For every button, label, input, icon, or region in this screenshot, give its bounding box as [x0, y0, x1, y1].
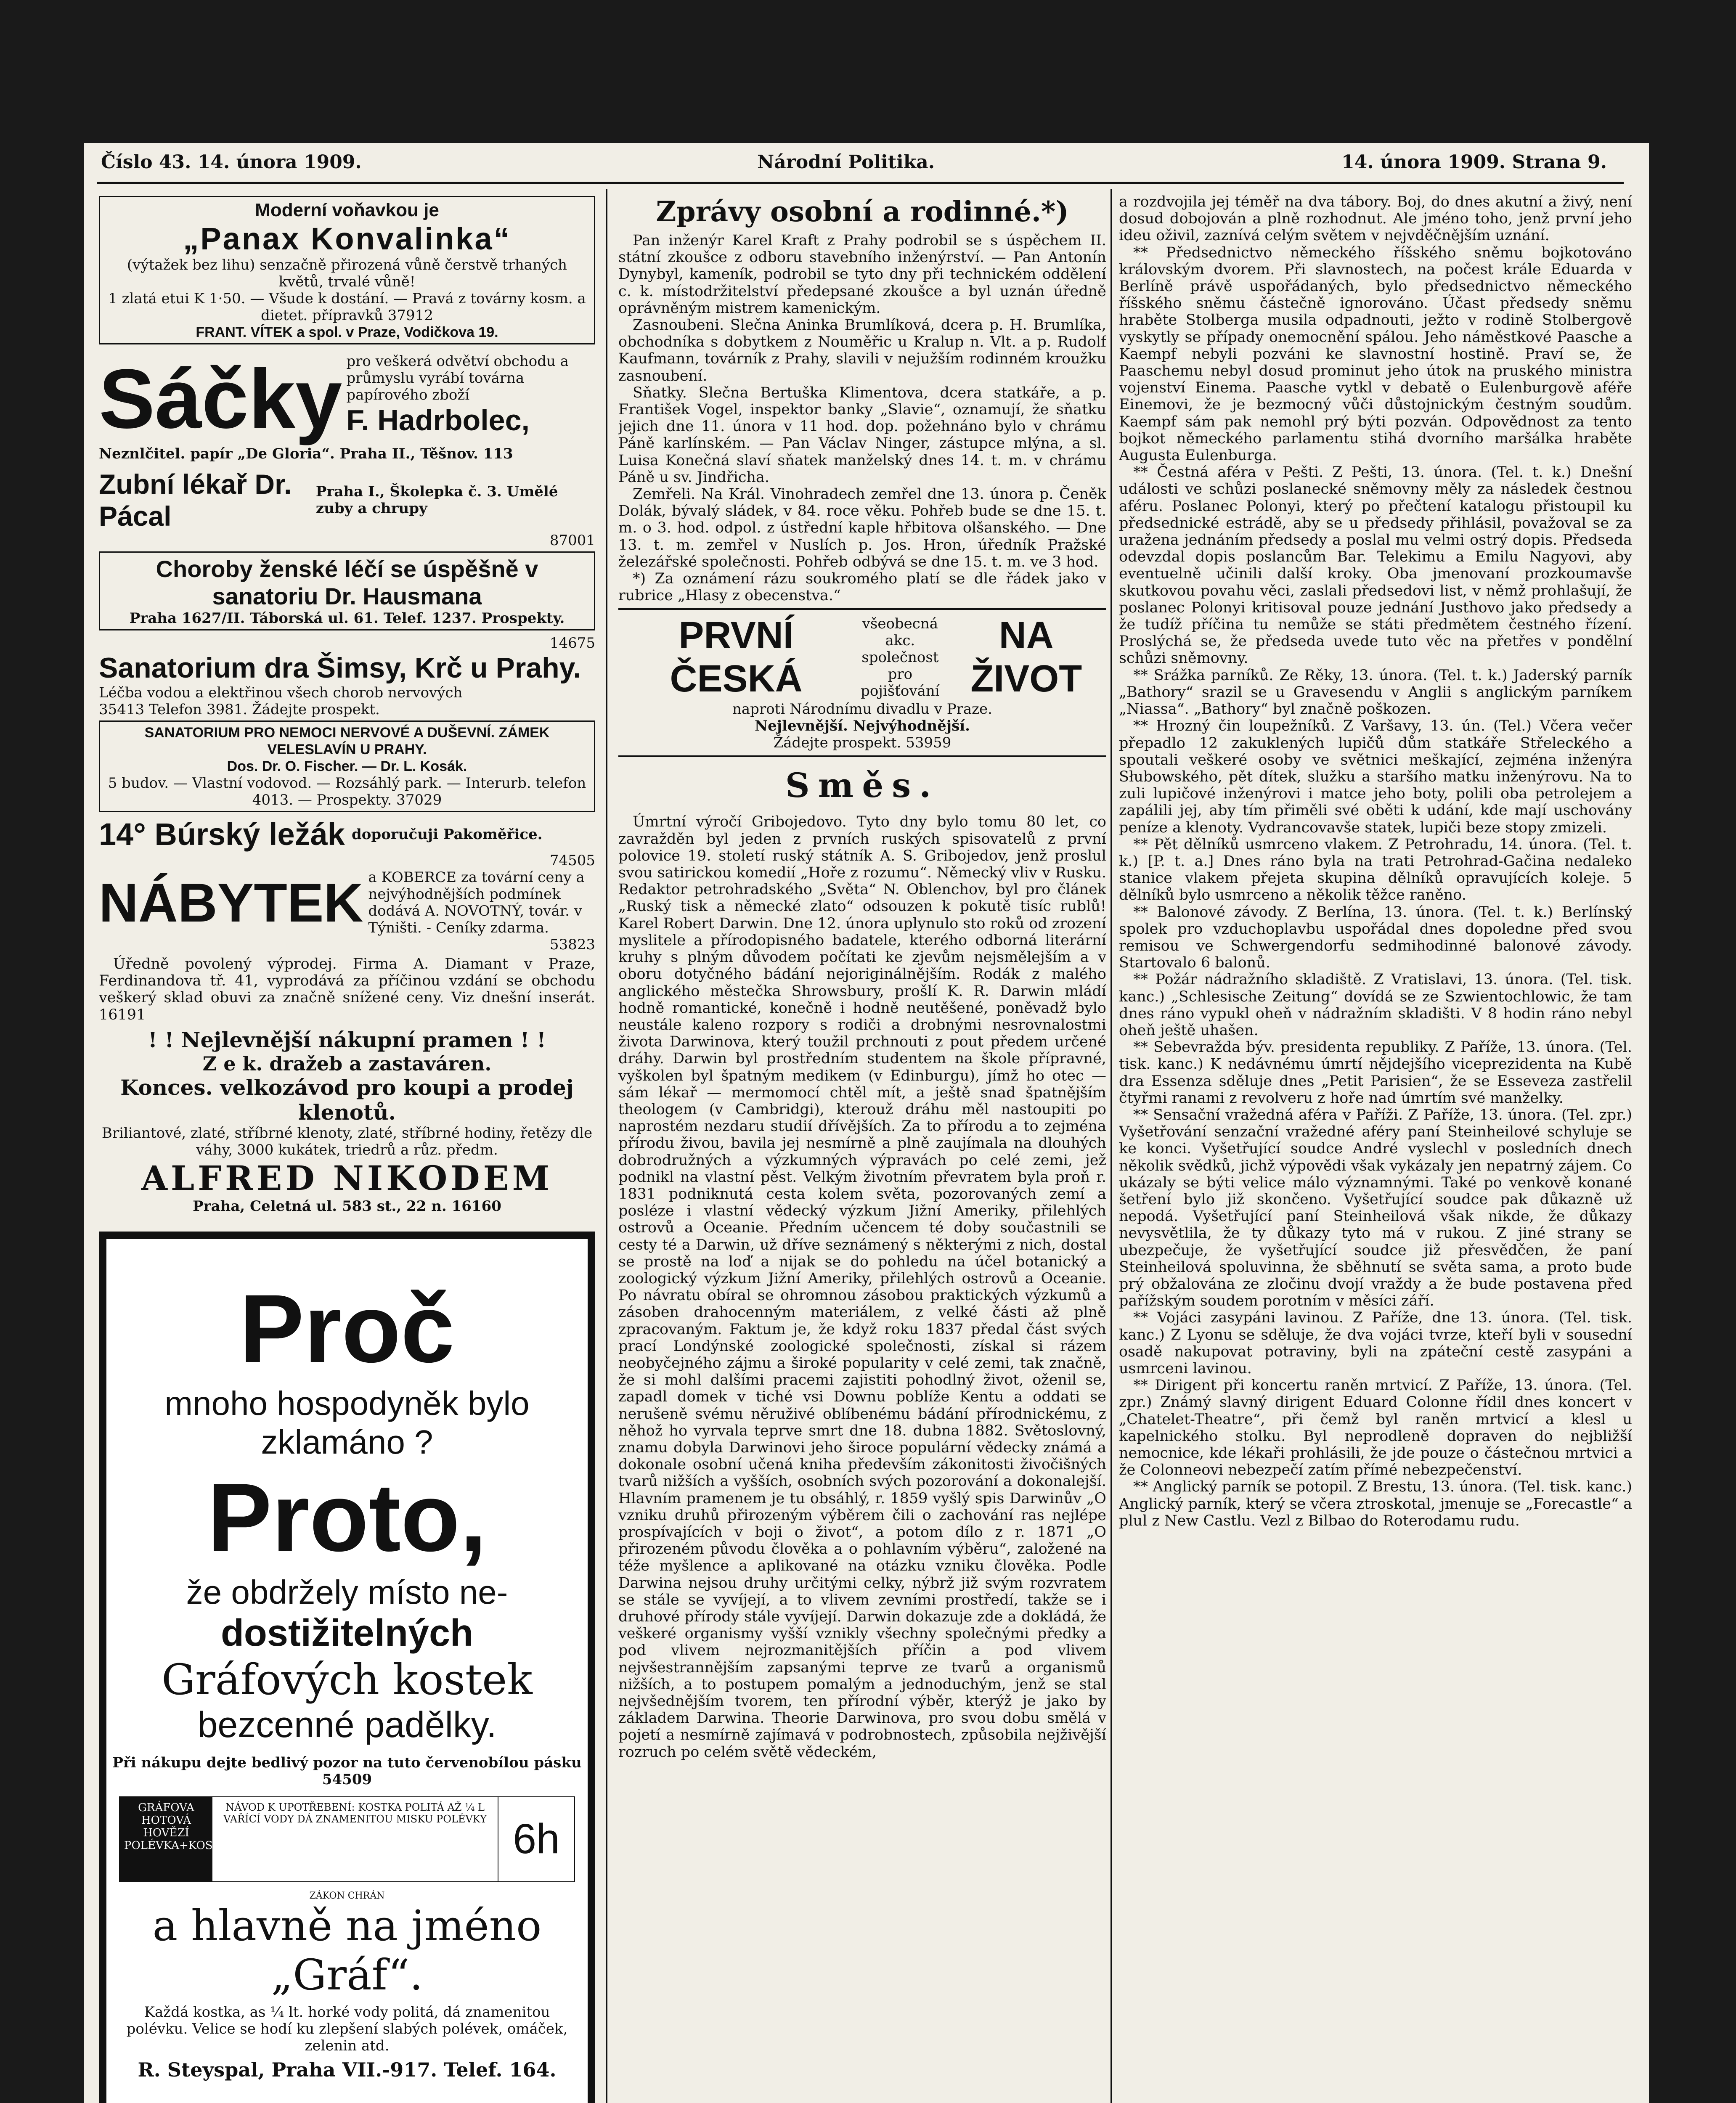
ad-diamant-text: Úředně povolený výprodej. Firma A. Diamant v Praze, Ferdinandova tř. 41, vyprodává za příčinou vzdání se obchodu veškerý sklad obuvi za značně snížené ceny. Viz dnešní inserát. 16191 [99, 956, 595, 1023]
personal-news [618, 232, 1106, 604]
news-item: ** Srážka parníků. Ze Rěky, 13. února. (Tel. t. k.) Jaderský parník „Bathory“ srazil se u Gravesendu v Anglii s anglickým parníkem „Niassa“. „Bathory“ byl značně poškozen. [1119, 667, 1632, 718]
news-item: ** Anglický parník se potopil. Z Brestu, 13. února. (Tel. tisk. kanc.) Anglický parník, který se včera ztroskotal, jmenuje se „Forecastle“ a plul z New Castlu. Vezl z Bilbao do Roterodamu rudu. [1119, 1478, 1632, 1529]
ad-graf-line9: Při nákupu dejte bedlivý pozor na tuto červenobílou pásku 54509 [112, 1754, 582, 1788]
graf-band-mid: NÁVOD K UPOTŘEBENÍ: KOSTKA POLITÁ AŽ ¼ L VAŘÍCÍ VODY DÁ ZNAMENITOU MISKU POLÉVKY [223, 1801, 487, 1825]
ad-graf [99, 1232, 595, 2103]
ad-insurance-line4: Žádejte prospekt. 53959 [773, 734, 951, 752]
ad-hausman-num: 14675 [549, 635, 595, 652]
news-paragraph: Pan inženýr Karel Kraft z Prahy podrobil se s úspěchem II. státní zkoušce z odboru stavebního inženýrství. — Pan Antonín Dynybyl, kameník, podrobil se tyto dny při technickém oddělení c. k. místodržitelství předepsané zkoušce a byl uznán úředně oprávněným mistrem kamenickým. [618, 232, 1106, 317]
ad-nikodem-name: ALFRED NIKODEM [141, 1158, 553, 1198]
ad-nikodem-line4: Briliantové, zlaté, stříbrné klenoty, zlaté, stříbrné hodiny, řetězy dle váhy, 3000 kukátek, triedrů a růz. předm. [101, 1124, 593, 1158]
ad-panax-line4: 1 zlatá etui K 1·50. — Všude k dostání. — Pravá z továrny kosm. a dietet. přípravků 37912 [108, 290, 586, 324]
ad-nikodem-address: Praha, Celetná ul. 583 st., 22 n. 16160 [193, 1197, 501, 1215]
news-item: ** Vojáci zasypáni lavinou. Z Paříže, dne 13. února. (Tel. tisk. kanc.) Z Lyonu se sděluje, že dva vojáci tvrze, kteří byli v sousední osadě nakupovat potraviny, byli na zpáteční cestě zasypáni a usmrceni lavinou. [1119, 1309, 1632, 1377]
ad-insurance-line2: naproti Národnímu divadlu v Praze. [732, 701, 992, 718]
ad-nabytek-title: NÁBYTEK [99, 872, 363, 933]
header-issue: Číslo 43. 14. února 1909. [101, 151, 362, 173]
news-item: ** Požár nádražního skladiště. Z Vratislavi, 13. února. (Tel. tisk. kanc.) „Schlesische Zeitung“ dovídá se ze Szwientochlowic, že tam dnes ráno vypukl oheň v nádražním skladišti. V 8 hodin ráno nebyl oheň ještě uhašen. [1119, 971, 1632, 1039]
ad-panax-line5: FRANT. VÍTEK a spol. v Praze, Vodičkova 19. [196, 324, 498, 340]
ad-graf-line11: Každá kostka, as ¼ lt. horké vody politá, dá znamenitou polévku. Velice se hodí ku zlepšení slabých polévek, omáček, zelenin atd. [126, 2003, 568, 2054]
ad-graf-proc: Proč [239, 1274, 455, 1383]
graf-band-left: GRÁFOVA HOTOVÁ HOVĚZÍ POLÉVKA+KOSTEK [120, 1797, 212, 1881]
header-masthead: Národní Politika. [757, 151, 935, 173]
news-item: ** Hrozný čin loupežníků. Z Varšavy, 13. ún. (Tel.) Včera večer přepadlo 12 zakuklených lupičů dům statkáře Střeleckého a spoutali veškeré osoby ve světnici meškající, zejména inženýra Słubowského, pět dítek, služku a staršího matku inženýrovu. Na to zuli lupičové inženýrovi i matce jeho boty, polili oba petrolejem a zapálili jej, aby tím přiměli své oběti k udání, kde mají uschovány peníze a klenoty. Vydrancovavše statek, lupiči beze stopy zmizeli. [1119, 718, 1632, 836]
news-items [1119, 193, 1632, 1529]
ad-burs-side: doporučuji Pakoměřice. [351, 826, 543, 843]
header-rule [97, 182, 1624, 184]
ad-simsa-line3: 35413 Telefon 3981. Žádejte prospekt. [99, 701, 380, 718]
ad-graf-line6: dostižitelných [220, 1612, 474, 1654]
ad-hausman-title: Choroby ženské léčí se úspěšně v sanatoriu Dr. Hausmana [156, 556, 538, 609]
news-item: ** Pět dělníků usmrceno vlakem. Z Petrohradu, 14. února. (Tel. t. k.) [P. t. a.] Dnes ráno byla na trati Petrohrad-Gačina nedaleko stanice vlakem přejeta skupina dělníků opravujících koleje. 5 dělníků bylo usmrceno a několik těžce raněno. [1119, 836, 1632, 904]
header-date-page: 14. února 1909. Strana 9. [1341, 151, 1607, 173]
ad-graf-line2: mnoho hospodyněk bylo [164, 1384, 530, 1422]
graf-price: 6h [513, 1815, 560, 1863]
ad-graf-line10: a hlavně na jméno „Gráf“. [152, 1901, 542, 2000]
ad-hausman-line2: Praha 1627/II. Táborská ul. 61. Telef. 1237. Prospekty. [129, 610, 565, 627]
section-title-personal: Zprávy osobní a rodinné.*) [656, 195, 1069, 228]
smes-body [618, 813, 1106, 1760]
ad-simsa [99, 652, 595, 718]
ad-veleslavin-line3: 5 budov. — Vlastní vodovod. — Rozsáhlý park. — Interurb. telefon 4013. — Prospekty. 37029 [108, 775, 586, 808]
ad-veleslavin-line1: SANATORIUM PRO NEMOCI NERVOVÉ A DUŠEVNÍ. ZÁMEK VELESLAVÍN U PRAHY. [144, 725, 550, 758]
ad-sacky-title: Sáčky [99, 352, 342, 446]
section-title-smes: Směs. [785, 765, 940, 805]
ad-dentist-side: Praha I., Školepka č. 3. Umělé zuby a chrupy [315, 483, 558, 517]
ad-simsa-line2: Léčba vodou a elektřinou všech chorob nervových [99, 684, 463, 701]
advertisement-column [99, 193, 595, 2103]
ad-hausman [99, 551, 595, 630]
ad-panax-title: „Panax Konvalinka“ [183, 221, 511, 256]
news-paragraph: Sňatky. Slečna Bertuška Klimentova, dcera statkáře, a p. František Vogel, inspektor banky „Slavie“, oznamují, že sňatku jejich dne 11. února v 11 hod. dop. požehnáno bylo v chrámu Páně karlínském. — Pan Václav Ninger, zástupce mlýna, a sl. Luisa Konečná slaví sňatek manželský dnes 14. t. m. v chrámu Páně u sv. Jindřicha. [618, 384, 1106, 486]
news-item: ** Balonové závody. Z Berlína, 13. února. (Tel. t. k.) Berlínský spolek pro vzduchoplavbu uspořádal dnes dopoledne před svou remisou ve Schwergendorfu sedmihodinné balonové závody. Startovalo 6 balonů. [1119, 903, 1632, 972]
footnote: *) Za oznámení rázu soukromého platí se dle řádek jako v rubrice „Hlasy z obecenstva.“ [618, 570, 1106, 604]
ad-burs-num: 74505 [549, 852, 595, 869]
ad-nabytek-num: 53823 [549, 936, 595, 953]
news-paragraph: a rozdvojila jej téměř na dva tábory. Boj, do dnes akutní a živý, není dosud dobojován a plně rozhodnut. Ale jméno toho, jenž první jeho ideu oživil, zaznívá celým světem v nejvděčnějším uznání. [1119, 193, 1632, 244]
ad-nabytek [99, 869, 595, 936]
ad-graf-address: R. Steyspal, Praha VII.-917. Telef. 164. [138, 2058, 557, 2081]
news-column-3 [1119, 193, 1632, 2103]
ad-nikodem-line3: Konces. velkozávod pro koupi a prodej klenotů. [120, 1075, 574, 1125]
ad-nikodem-line2: Z e k. dražeb a zastaváren. [202, 1052, 492, 1075]
ad-sacky [99, 353, 595, 445]
ad-veleslavin [99, 720, 595, 812]
page-header [101, 151, 1624, 181]
news-paragraph: Zasnoubeni. Slečna Aninka Brumlíková, dcera p. H. Brumlíka, obchodníka s dobytkem z Nouměřic u Kralup n. Vlt. a p. Rudolf Kaufmann, továrník z Prahy, slavili v nejužším rodinném kroužku zasnoubení. [618, 317, 1106, 384]
ad-diamant [99, 956, 595, 1023]
news-paragraph: Zemřeli. Na Král. Vinohradech zemřel dne 13. února p. Čeněk Dolák, bývalý sládek, v 84. roce věku. Pohřeb bude se dne 15. t. m. o 3. hod. odpol. z ústřední kaple hřbitova olšanského. — Dne 13. t. m. zemřel v Nuslích p. Jos. Hron, úředník Pražské železářské společnosti. Pohřeb odbývá se dne 15. t. m. ve 3 hod. [618, 486, 1106, 570]
news-paragraph: Úmrtní výročí Gribojedovo. Tyto dny bylo tomu 80 let, co zavražděn byl jeden z prvních ruských spisovatelů z první polovice 19. století ruský státník A. S. Gribojedov, jenž proslul svou satirickou komedií „Hoře z rozumu“. Německý vliv v Rusku. Redaktor petrohradského „Světa“ N. Oblenchov, byl pro článek „Ruský tisk a německé zlato“ odsouzen k pokutě tisíc rublů! Karel Robert Darwin. Dne 12. února uplynulo sto roků od zrození myslitele a přírodopisného badatele, kterého odborná literární kruhy s plným důvodem počítati ke zjevům nejsmělejším a v oboru dotyčného bádání nejoriginálnějším. Rodák z malého anglického městečka Shrowsbury, prošlí K. R. Darwin mládí hodně romantické, konečně i hodně neutěšené, poněvadž bylo neustále kaleno rozpory s rodiči a drobnými nesrovnalostmi života Darwinova, který toužil prchnouti z pout předem určené dráhy. Darwin byl prostředním studentem na škole přípravné, vyškolen byl špatným medikem (v Edinburgu), jímž ho otec — sám lékař — mermomocí chtěl mít, a ještě snad špatnějším theologem (v Cambridgi), kterouž dráhu měl nastoupiti po naprostém nezdaru studií dřívějších. Za to přírodu a to zejména přírodu živou, bavila jej nesmírně a plně zaujímala na dlouhých dobrodružných a výzkumných výpravách po celé zemi, jež podnikl na vlastní pěst. Velkým životním převratem byla proň r. 1831 podniknutá cesta kolem světa, pozorovaných zemí a posléze i vlastní vědecký výzkum Jižní Ameriky, přilehlých ostrovů a Oceanie. Předním učencem té doby součastnili se cesty té a Darwin, už dříve seznámený s některými z nich, dostal se prostě na loď a nijak se do pohledu na účel botanický a zoologický výzkum Jižní Ameriky, přilehlých ostrovů a Oceanie. Po návratu obíral se ohromnou zásobou praktických výzkumů a zásoben drahocenným materiálem, z velké části až plně zpracovaným. Faktum je, že když roku 1837 předal část svých prací Londýnské zoologické společnosti, získal si rázem neobyčejného zájmu a široké popularity v celé zemi, tak značně, že si mohl dalšími pracemi zajistiti pohodlný život, oženil se, zapadl domek v tiché vsi Downu poblíže Kentu a oddati se nerušeně svému něruživé oblíbenému bádání přírodnickému, z něhož ho vyrvala teprve smrt dne 18. dubna 1882. Světoslovný, znamu dobyla Darwinovi jeho široce populární vědecky známá a dokonale osobní učená kniha především zákonitosti živočišných tvarů nižších a vyšších, osobních svých pozorování a dokonalejší. Hlavním pramenem je tu obsáhlý, r. 1859 vyšlý spis Darwinův „O vzniku druhů přirozeným výběrem čili o zachování ras nejlépe prospívajících v boji o život“, a potom dílo z r. 1871 „O přirozeném původu člověka a o pohlavním výběru“, založené na téže myšlence a aplikované na otázku vzniku člověka. Podle Darwina nejsou druhy určitými celky, nýbrž již svým rozvratem se stále se vyvíjejí, a to vlivem zevními prostředí, takže se i druhové přírody stále vyvíjejí. Darwin dokazuje zde a dokládá, že veškeré organismy vyšší vznikly všechny společnými předky a pod vlivem nejrozmanitějších příčin a pod vlivem nejvšestrannějším zapsanými teprve ze tvarů a organismů nižších, a to postupem pomalým a jednoduchým, jenž se stal nejvšednějším tvorem, ten přírodní výběr, kterýž je jako by základem Darwina. Theorie Darwinova, pro svou dobu smělá v pojetí a nesmírně zajímavá v podrobnostech, způsobila nejživější rozruch po celém světě vědeckém, [618, 813, 1106, 1761]
graf-band-right [498, 1797, 574, 1881]
news-item: ** Sebevražda býv. presidenta republiky. Z Paříže, 13. února. (Tel. tisk. kanc.) K nedávnému úmrtí nějdejšího viceprezidenta na Kubě dra Essenza sděluje dnes „Petit Parisien“, že se Esseveza zastřelil čtyřmi ranami z revolveru z hoře nad úmrtím své manželky. [1119, 1039, 1632, 1107]
news-column-2 [618, 193, 1106, 2103]
ad-graf-line3: zklamáno ? [261, 1423, 433, 1461]
ad-sacky-side: pro veškerá odvětví obchodu a průmyslu vyrábí továrna papírového zboží [346, 353, 569, 403]
ad-panax-line3: (výtažek bez lihu) senzačně přirozená vůně čerstvě trhaných květů, trvalé vůně! [127, 257, 567, 290]
ad-graf-proto: Proto, [207, 1463, 487, 1571]
ad-panax-line1: Moderní voňavkou je [255, 200, 439, 220]
ad-insurance [618, 614, 1106, 751]
news-item: ** Sensační vražedná aféra v Paříži. Z Paříže, 13. února. (Tel. zpr.) Vyšetřování senzační vražedné aféry paní Steinheilové schyluje se ke konci. Vyšetřující soudce André vyslechl v posledních dnech několik svědků, jichž výpovědi však vykázaly jen nepatrný zájem. Co ukázaly se býti velice málo významnými. Také po venkově konané šetření bylo již skončeno. Vyšetřující soudce pak důkazně už nepodá. Vyšetřující paní Steinheilová však nikde, že důkazy nevysvětlila, že ty důkazy tyto má v rukou. Z jiné strany se ubezpečuje, že vyšetřující soudce již přesvědčen, že paní Steinheilová spoluvinna, že sběhnutí se světa sama, a proto bude prý obžalována ze zločinu dvojí vraždy a že bude postavena před pařížským soudem porotním v měsíci září. [1119, 1106, 1632, 1310]
ad-dentist-title: Zubní lékař Dr. Pácal [99, 469, 292, 532]
section-rule [618, 608, 1106, 610]
ad-graf-line7: Gráfových kostek [162, 1655, 533, 1704]
news-item: ** Dirigent při koncertu raněn mrtvicí. Z Paříže, 13. února. (Tel. zpr.) Známý slavný dirigent Eduard Colonne řídil dnes koncert v „Chatelet-Theatre“, při čemž byl raněn mrtvicí a klesl u kapelnického stolku. Byl neprodleně dopraven do nejbližší nemocnice, kde lékaři prohlásili, že jde pouze o částečnou mrtvici a že Colonneovi nebezpečí zatím přímé nebezpečenství. [1119, 1377, 1632, 1479]
news-item: ** Čestná aféra v Pešti. Z Pešti, 13. února. (Tel. t. k.) Dnešní události ve schůzi poslanecké sněmovny měly za následek čestnou aféru. Poslanec Polonyi, který po přečtení katalogu přistoupil ku předsednické estrádě, aby se u předsedy přihlásil, považoval se za uražena jednáním předsedy a poslal mu velmi ostrý dopis. Předseda odevzdal dopis poslancům Bar. Telekimu a Emilu Nagyovi, aby eventuelně učinili další kroky. Oba jmenovaní prozkoumavše skutkovou povahu věci, zaslali předsedovi list, v němž prohlašují, že poslanec Polonyi kritisoval pouze jednání Justhovo jako předsedy a že tudíž příčina tu nemůže se státi předmětem čestného řízení. Proslýchá se, že předseda uvede tuto věc na přetřes v pondělní schůzi sněmovny. [1119, 464, 1632, 667]
ad-graf-line5: že obdržely místo ne- [186, 1573, 508, 1611]
ad-graf-line8: bezcenné padělky. [197, 1704, 497, 1745]
ad-nikodem [99, 1028, 595, 1215]
graf-band [119, 1796, 575, 1882]
ad-insurance-line3: Nejlevnější. Nejvýhodnější. [755, 718, 970, 735]
ad-dentist [99, 468, 595, 532]
ad-dentist-num: 87001 [549, 532, 595, 549]
ad-sacky-line2: Neznlčitel. papír „De Gloria“. Praha II., Těšnov. 113 [99, 445, 513, 462]
ad-nabytek-side: a KOBERCE za tovární ceny a nejvýhodnějších podmínek dodává A. NOVOTNÝ, továr. v Týništi. - Ceníky zdarma. [368, 869, 585, 936]
section-rule [618, 755, 1106, 757]
ad-insurance-left: PRVNÍ ČESKÁ [670, 614, 803, 700]
ad-burs [99, 816, 595, 852]
column-rule-1 [606, 189, 607, 2103]
news-item: ** Předsednictvo německého říšského sněmu bojkotováno královským dvorem. Při slavnostech, na počest krále Eduarda v Berlíně právě uspořádaných, bylo předsednictvo německého říšského sněmu částečně ignorováno. Účast předsedy sněmu hraběte Stolberga musila odpadnouti, ježto v rodině Stolbergově vyskytly se případy onemocnění spálou. Jeho náměstkové Paasche a Kaempf nebyli pozváni ke slavnostní hostině. Praví se, že Paaschemu nebyl dosud prominut jeho útok na pruského ministra vojenství Einema. Paasche vytkl v debatě o Eulenburgově aféře Einemovi, že je bezmocný vůči důstojnickým čestným soudům. Kaempf sám pak nemohl prý býti pozván. Odpovědnost za tento bojkot německého parlamentu stihá dvorního maršálka hraběte Augusta Eulenburga. [1119, 244, 1632, 464]
ad-veleslavin-line2: Dos. Dr. O. Fischer. — Dr. L. Kosák. [227, 758, 467, 774]
ad-insurance-right: NA ŽIVOT [970, 614, 1082, 700]
column-rule-2 [1111, 189, 1112, 2103]
ad-simsa-title: Sanatorium dra Šimsy, Krč u Prahy. [99, 652, 581, 684]
graf-band-sub: ZÁKON CHRÁN [309, 1890, 385, 1901]
ad-panax [99, 196, 595, 344]
ad-sacky-name: F. Hadrbolec, [346, 404, 530, 437]
ad-burs-title: 14° Búrský ležák [99, 817, 345, 852]
ad-nikodem-line1: ! ! Nejlevnější nákupní pramen ! ! [148, 1027, 546, 1052]
ad-insurance-mid: všeobecná akc. společnost pro pojišťování [861, 615, 940, 700]
